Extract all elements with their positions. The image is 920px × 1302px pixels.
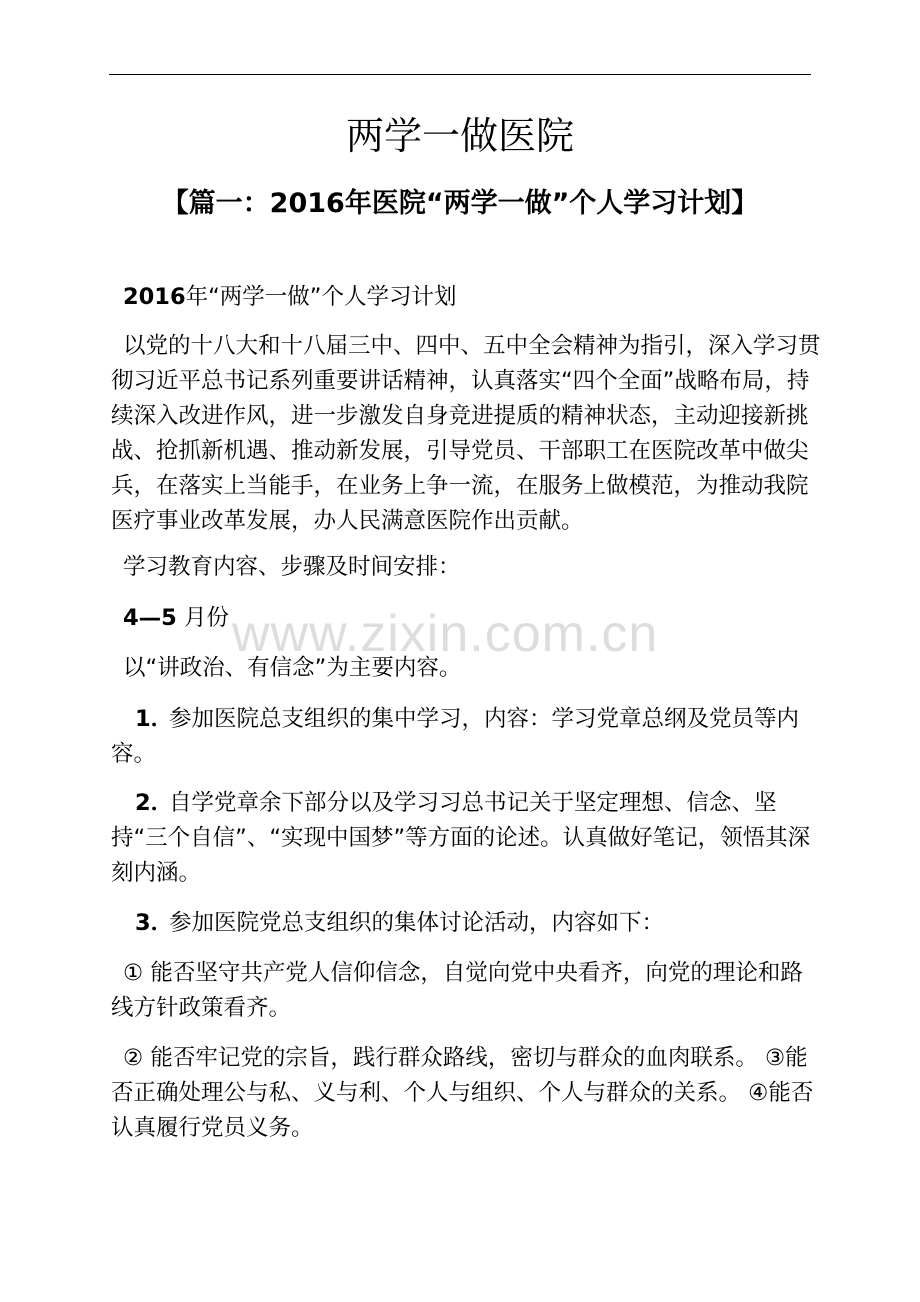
sub-item: ② 能否牢记党的宗旨，践行群众路线，密切与群众的血肉联系。 ③能否正确处理公与私、义与利、个人与组织、个人与群众的关系。 ④能否认真履行党员义务。 bbox=[111, 1045, 814, 1141]
period-theme: 以“讲政治、有信念”为主要内容。 bbox=[123, 655, 462, 681]
document-title: 两学一做医院 bbox=[345, 114, 574, 158]
sub-item: ① 能否坚守共产党人信仰信念，自觉向党中央看齐，向党的理论和路线方针政策看齐。 bbox=[111, 960, 803, 1021]
list-item bbox=[111, 702, 821, 772]
list-item bbox=[111, 786, 821, 891]
top-rule bbox=[109, 74, 811, 75]
list-item-text: 参加医院党总支组织的集体讨论活动，内容如下： bbox=[169, 910, 665, 936]
list-item-text: 自学党章余下部分以及学习习总书记关于坚定理想、信念、坚持“三个自信”、“实现中国梦”等方面的论述。认真做好笔记，领悟其深刻内涵。 bbox=[111, 790, 811, 886]
section-heading bbox=[111, 280, 821, 315]
intro-paragraph: 以党的十八大和十八届三中、四中、五中全会精神为指引，深入学习贯彻习近平总书记系列重要讲话精神，认真落实“四个全面”战略布局，持续深入改进作风，进一步激发自身竞进提质的精神状态，主动迎接新挑战、抢抓新机遇、推动新发展，引导党员、干部职工在医院改革中做尖兵，在落实上当能手，在业务上争一流，在服务上做模范，为推动我院医疗事业改革发展，办人民满意医院作出贡献。 bbox=[111, 333, 821, 534]
period-heading bbox=[111, 601, 821, 636]
period-unit: 月份 bbox=[183, 605, 229, 631]
watermark: www.zixin.com.cn bbox=[232, 605, 659, 663]
section-heading-year: 2016 bbox=[123, 284, 186, 310]
schedule-heading: 学习教育内容、步骤及时间安排： bbox=[123, 554, 461, 580]
list-item-number: 2． bbox=[135, 790, 174, 816]
list-item bbox=[111, 906, 821, 941]
document-subtitle: 【篇一：2016年医院“两学一做”个人学习计划】 bbox=[161, 188, 759, 219]
list-item-number: 3． bbox=[135, 910, 174, 936]
section-heading-text: 年“两学一做”个人学习计划 bbox=[185, 284, 457, 310]
list-item-number: 1． bbox=[135, 706, 174, 732]
period-range: 4—5 bbox=[123, 605, 177, 631]
list-item-text: 参加医院总支组织的集中学习，内容：学习党章总纲及党员等内容。 bbox=[111, 706, 800, 767]
